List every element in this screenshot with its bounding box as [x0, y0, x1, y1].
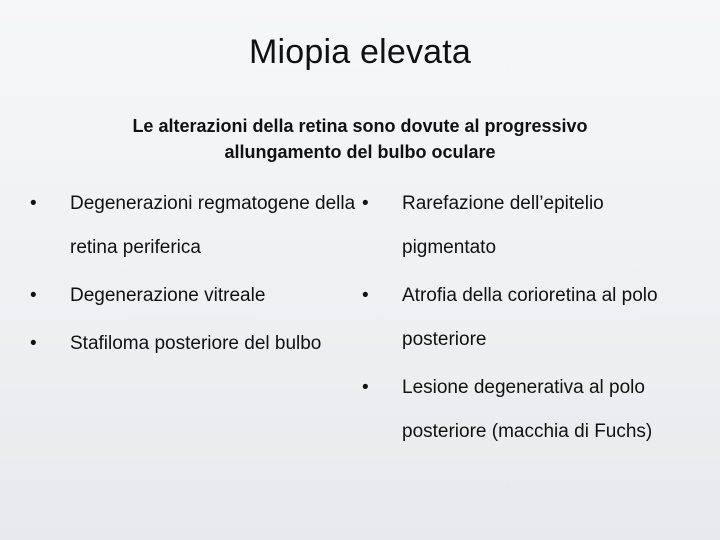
list-item	[362, 274, 692, 362]
slide-subtitle	[60, 113, 660, 165]
list-item	[362, 366, 692, 454]
list-item-text: Degenerazioni regmatogene della retina periferica	[70, 193, 356, 258]
subtitle-line-2: allungamento del bulbo oculare	[224, 142, 496, 162]
slide-title: Miopia elevata	[248, 33, 472, 71]
subtitle-line-1: Le alterazioni della retina sono dovute al progressivo	[132, 116, 588, 136]
list-item	[30, 182, 360, 270]
list-item-text: Lesione degenerativa al polo posteriore (macchia di Fuchs)	[402, 377, 653, 442]
bullet-icon: •	[362, 285, 369, 306]
left-bullet-column	[30, 182, 360, 370]
list-item-text: Stafiloma posteriore del bulbo	[70, 333, 322, 354]
list-item-text: Atrofia della corioretina al polo posteriore	[402, 285, 658, 350]
list-item-text: Rarefazione dell’epitelio pigmentato	[402, 193, 604, 258]
right-bullet-column	[362, 182, 692, 458]
bullet-icon: •	[362, 193, 369, 214]
right-bullet-list	[362, 182, 692, 454]
bullet-icon: •	[30, 285, 37, 306]
bullet-icon: •	[30, 193, 37, 214]
list-item	[30, 322, 360, 366]
left-bullet-list	[30, 182, 360, 366]
bullet-icon: •	[362, 377, 369, 398]
bullet-icon: •	[30, 333, 37, 354]
list-item-text: Degenerazione vitreale	[70, 285, 266, 306]
list-item	[30, 274, 360, 318]
list-item	[362, 182, 692, 270]
